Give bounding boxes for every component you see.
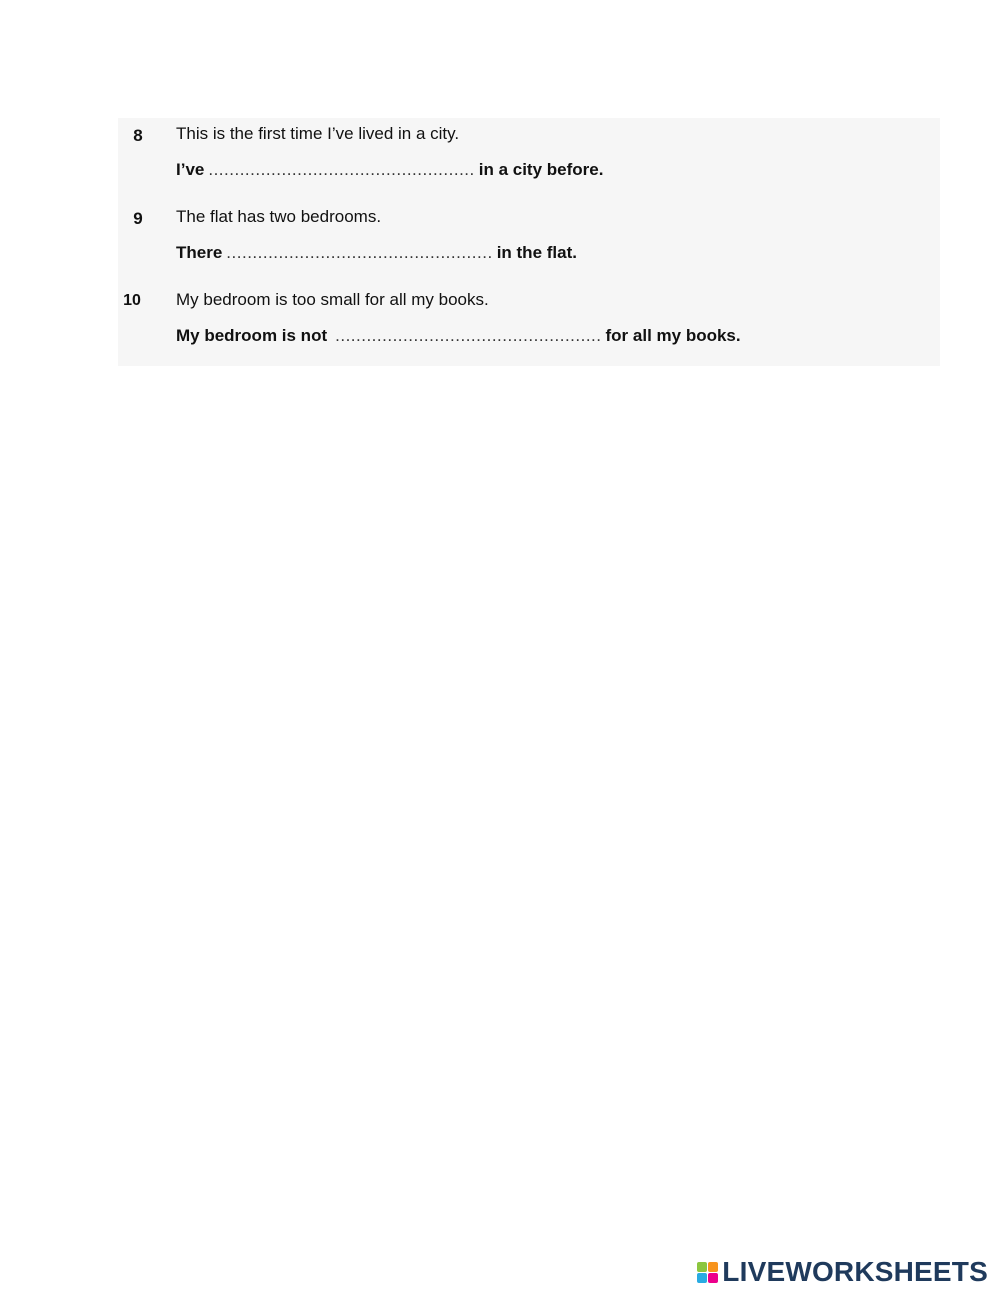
liveworksheets-logo-icon <box>697 1262 718 1283</box>
rewrite-prefix: I’ve <box>176 160 205 179</box>
logo-square <box>697 1262 707 1272</box>
rewrite-suffix: for all my books. <box>605 326 741 345</box>
answer-gap[interactable]: ................................................... <box>226 243 493 262</box>
brand-name: LIVEWORKSHEETS <box>722 1256 988 1287</box>
liveworksheets-brand[interactable] <box>697 1258 988 1286</box>
rewrite-line <box>176 160 603 180</box>
rewrite-line <box>176 326 741 346</box>
item-number: 8 <box>133 126 143 145</box>
rewrite-suffix: in a city before. <box>478 160 604 179</box>
rewrite-prefix: There <box>176 243 223 262</box>
rewrite-line <box>176 243 577 263</box>
exercise-item-10 <box>118 284 940 354</box>
item-number: 9 <box>133 209 143 228</box>
original-sentence: This is the first time I’ve lived in a city. <box>176 124 460 143</box>
exercise-box <box>118 118 940 366</box>
exercise-item-8 <box>118 118 940 188</box>
original-sentence: The flat has two bedrooms. <box>176 207 382 226</box>
answer-gap[interactable]: ................................................... <box>335 326 602 345</box>
item-number: 10 <box>123 292 141 309</box>
logo-square <box>697 1273 707 1283</box>
answer-gap[interactable]: ................................................... <box>208 160 475 179</box>
original-sentence: My bedroom is too small for all my books. <box>176 290 489 309</box>
exercise-item-9 <box>118 201 940 271</box>
logo-square <box>708 1273 718 1283</box>
rewrite-suffix: in the flat. <box>496 243 577 262</box>
logo-square <box>708 1262 718 1272</box>
rewrite-prefix: My bedroom is not <box>176 326 328 345</box>
